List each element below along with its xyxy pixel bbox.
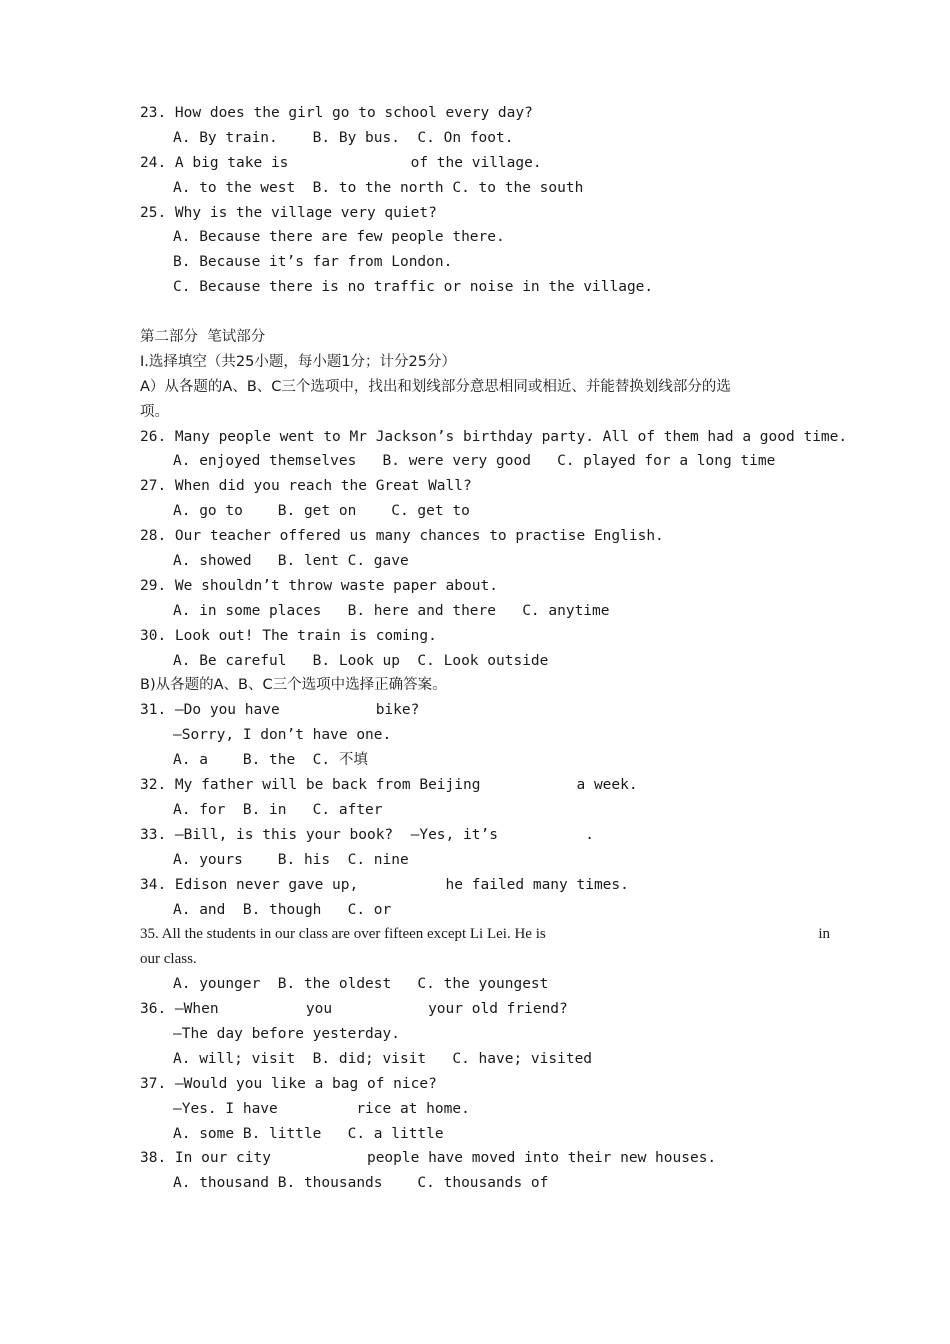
question-37-options: A. some B. little C. a little	[173, 1125, 444, 1142]
part-2-title: 第二部分 笔试部分	[140, 329, 266, 346]
question-24-stem: 24. A big take is of the village.	[140, 154, 542, 171]
question-35-options: A. younger B. the oldest C. the youngest	[173, 976, 549, 993]
question-37-reply: —Yes. I have rice at home.	[173, 1100, 470, 1117]
question-27-stem: 27. When did you reach the Great Wall?	[140, 478, 472, 495]
question-27-options: A. go to B. get on C. get to	[173, 503, 470, 520]
question-37-stem: 37. —Would you like a bag of nice?	[140, 1075, 437, 1092]
question-36-stem: 36. —When you your old friend?	[140, 1001, 568, 1018]
question-31-reply: —Sorry, I don’t have one.	[173, 727, 392, 744]
section-b-instruction: B)从各题的A、B、C三个选项中选择正确答案。	[140, 677, 447, 694]
question-36-options: A. will; visit B. did; visit C. have; visited	[173, 1050, 593, 1067]
question-23-options: A. By train. B. By bus. C. On foot.	[173, 129, 514, 146]
question-24-options: A. to the west B. to the north C. to the south	[173, 179, 584, 196]
question-26-stem: 26. Many people went to Mr Jackson’s birthday party. All of them had a good time.	[140, 428, 848, 445]
question-30-options: A. Be careful B. Look up C. Look outside	[173, 652, 549, 669]
question-29-stem: 29. We shouldn’t throw waste paper about.	[140, 577, 498, 594]
question-35-stem-cont: our class.	[140, 951, 197, 968]
question-38-stem: 38. In our city people have moved into their new houses.	[140, 1150, 717, 1167]
question-35-stem-end: in	[818, 926, 830, 943]
question-28-options: A. showed B. lent C. gave	[173, 553, 409, 570]
question-33-stem: 33. —Bill, is this your book? —Yes, it’s .	[140, 826, 594, 843]
question-25-option-c: C. Because there is no traffic or noise in the village.	[173, 279, 654, 296]
question-38-options: A. thousand B. thousands C. thousands of	[173, 1175, 549, 1192]
question-36-reply: —The day before yesterday.	[173, 1025, 400, 1042]
question-34-options: A. and B. though C. or	[173, 901, 392, 918]
section-a-instruction: A）从各题的A、B、C三个选项中，找出和划线部分意思相同或相近、并能替换划线部分的选	[140, 378, 731, 395]
question-23-stem: 23. How does the girl go to school every day?	[140, 105, 533, 121]
exam-page	[140, 101, 848, 1196]
question-25-stem: 25. Why is the village very quiet?	[140, 204, 437, 221]
question-32-options: A. for B. in C. after	[173, 801, 383, 818]
question-32-stem: 32. My father will be back from Beijing a week.	[140, 777, 638, 794]
question-25-option-a: A. Because there are few people there.	[173, 229, 505, 246]
question-31-stem: 31. —Do you have bike?	[140, 702, 420, 719]
question-29-options: A. in some places B. here and there C. anytime	[173, 602, 610, 619]
question-26-options: A. enjoyed themselves B. were very good C. played for a long time	[173, 453, 776, 470]
section-gap	[140, 300, 830, 325]
section-a-instruction-cont: 项。	[140, 403, 169, 420]
question-30-stem: 30. Look out! The train is coming.	[140, 627, 437, 644]
section-1-title: Ⅰ.选择填空（共25小题，每小题1分；计分25分）	[140, 353, 457, 370]
question-35-stem-text: 35. All the students in our class are over fifteen except Li Lei. He is	[140, 926, 546, 943]
question-33-options: A. yours B. his C. nine	[173, 851, 409, 868]
question-25-option-b: B. Because it’s far from London.	[173, 254, 453, 271]
question-35-stem	[140, 922, 830, 947]
question-31-options: A. a B. the C. 不填	[173, 752, 368, 769]
question-34-stem: 34. Edison never gave up, he failed many times.	[140, 876, 629, 893]
question-28-stem: 28. Our teacher offered us many chances to practise English.	[140, 528, 664, 545]
